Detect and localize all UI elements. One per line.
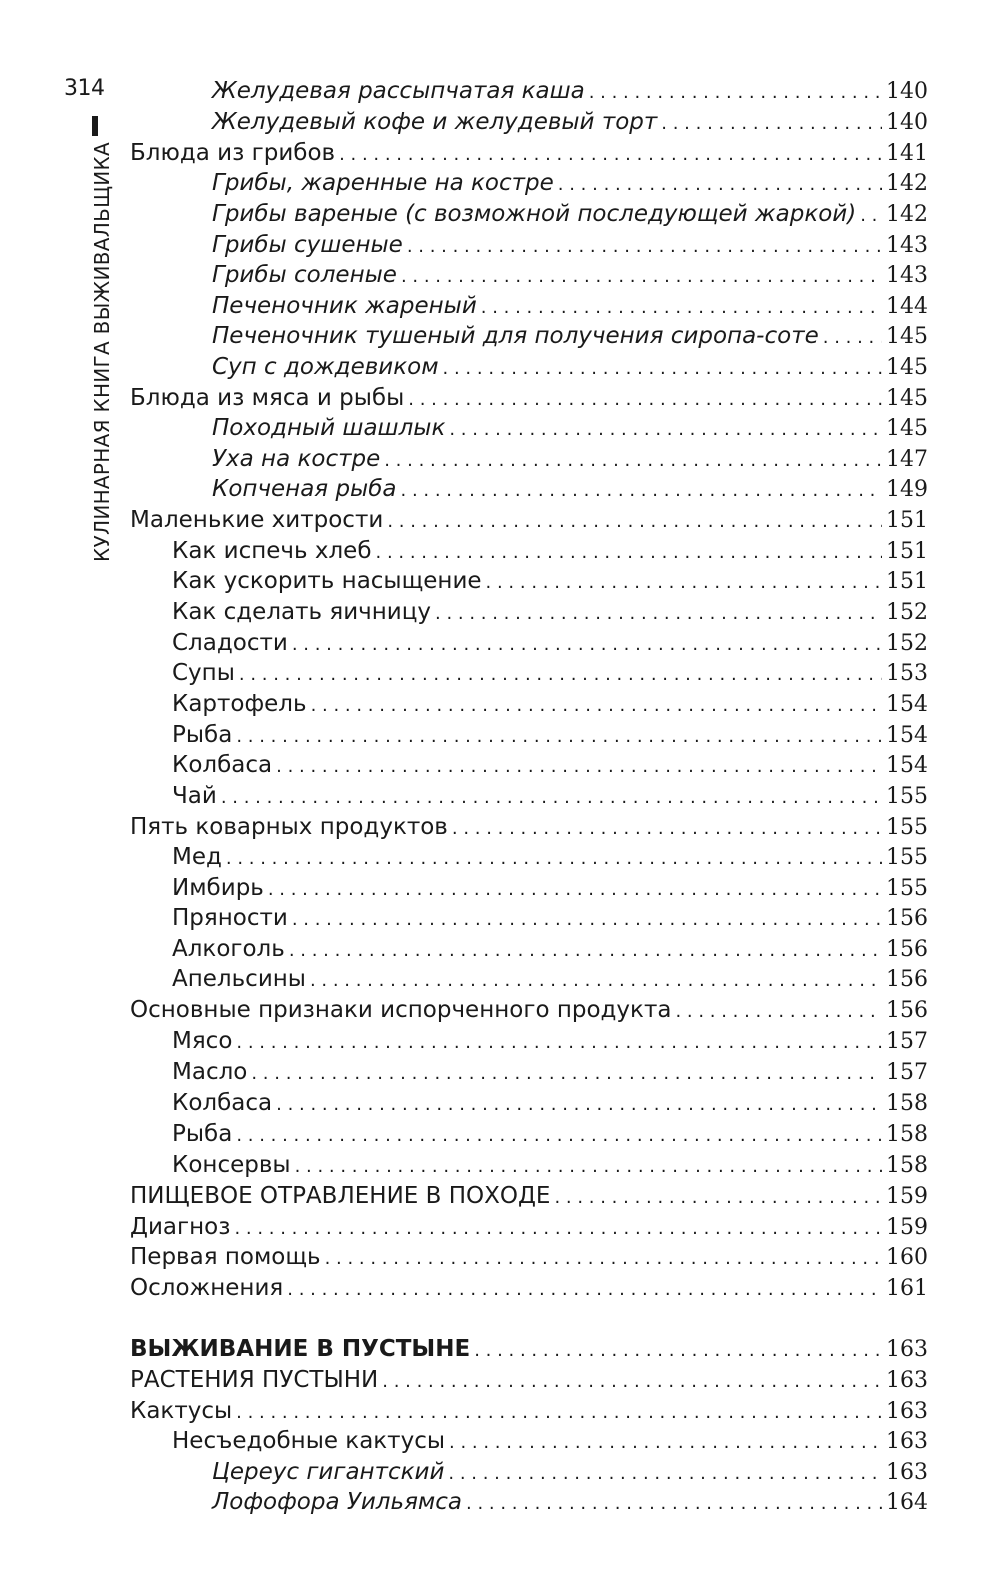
toc-entry[interactable] [130,383,928,415]
toc-entry[interactable] [172,1119,928,1151]
toc-entry-label: Походный шашлык [212,415,446,441]
leader-dots [661,109,882,139]
leader-dots [823,323,882,353]
toc-entry-page: 155 [886,815,928,840]
toc-entry-label: Диагноз [130,1214,231,1240]
leader-dots [295,1152,882,1182]
toc-entry[interactable] [212,352,928,384]
toc-entry-label: Грибы сушеные [212,232,403,258]
leader-dots [408,385,882,415]
toc-entry[interactable] [212,1487,928,1519]
toc-entry[interactable] [212,321,928,353]
leader-dots [435,599,882,629]
toc-entry-label: Пряности [172,905,288,931]
toc-entry[interactable] [130,812,928,844]
toc-entry-label: Копченая рыба [212,476,397,502]
leader-dots [239,660,882,690]
toc-entry-page: 154 [886,753,928,778]
toc-entry-page: 144 [886,294,928,319]
leader-dots [486,568,882,598]
toc-entry-page: 158 [886,1091,928,1116]
toc-entry-label: Супы [172,660,235,686]
toc-entry-label: Мед [172,844,222,870]
toc-entry-page: 163 [886,1460,928,1485]
toc-entry-page: 156 [886,998,928,1023]
toc-entry-page: 152 [886,600,928,625]
leader-dots [236,1121,882,1151]
leader-dots [554,1183,882,1213]
leader-dots [276,752,882,782]
leader-dots [292,905,882,935]
toc-entry-page: 143 [886,233,928,258]
toc-entry[interactable] [130,1181,928,1213]
toc-entry[interactable] [130,1396,928,1428]
toc-entry-label: Блюда из мяса и рыбы [130,385,405,411]
leader-dots [268,875,882,905]
leader-dots [589,78,882,108]
toc-entry-page: 151 [886,508,928,533]
toc-entry-label: ПИЩЕВОЕ ОТРАВЛЕНИЕ В ПОХОДЕ [130,1183,551,1209]
leader-dots [558,170,882,200]
running-title: КУЛИНАРНАЯ КНИГА ВЫЖИВАЛЬЩИКА [90,141,114,562]
toc-entry[interactable] [172,873,928,905]
toc-entry-label: Печеночник тушеный для получения сиропа-соте [212,323,819,349]
leader-dots [276,1090,882,1120]
toc-entry-page: 161 [886,1276,928,1301]
toc-entry[interactable] [172,566,928,598]
toc-entry[interactable] [172,536,928,568]
toc-entry-label: Как ускорить насыщение [172,568,482,594]
toc-entry-label: Желудевый кофе и желудевый торт [212,109,658,135]
toc-entry[interactable] [212,199,928,231]
toc-entry[interactable] [172,689,928,721]
toc-entry-label: Мясо [172,1028,233,1054]
toc-entry[interactable] [212,474,928,506]
toc-entry[interactable] [172,597,928,629]
toc-entry[interactable] [212,444,928,476]
toc-entry-page: 156 [886,937,928,962]
toc-entry[interactable] [172,750,928,782]
leader-dots [236,722,882,752]
toc-entry[interactable] [212,107,928,139]
toc-entry-label: Грибы вареные (с возможной последующей жаркой) [212,201,857,227]
toc-entry-page: 157 [886,1060,928,1085]
leader-dots [401,476,883,506]
toc-entry-page: 145 [886,355,928,380]
toc-entry-page: 163 [886,1337,928,1362]
leader-dots [401,262,882,292]
toc-entry-label: ВЫЖИВАНИЕ В ПУСТЫНЕ [130,1336,471,1362]
toc-entry[interactable] [172,658,928,690]
toc-entry-label: Осложнения [130,1275,284,1301]
toc-entry-label: Как сделать яичницу [172,599,432,625]
toc-entry-page: 158 [886,1153,928,1178]
toc-entry-label: Чай [172,783,217,809]
toc-entry-label: Апельсины [172,966,306,992]
leader-dots [234,1214,882,1244]
toc-entry-label: Сладости [172,630,288,656]
toc-entry-page: 154 [886,723,928,748]
toc-entry-label: Суп с дождевиком [212,354,439,380]
toc-entry-page: 151 [886,569,928,594]
toc-entry[interactable] [172,964,928,996]
toc-entry-page: 147 [886,447,928,472]
toc-entry-label: Основные признаки испорченного продукта [130,997,672,1023]
toc-entry-page: 160 [886,1245,928,1270]
leader-dots [481,293,882,323]
leader-dots [221,783,882,813]
toc-entry-label: Лофофора Уильямса [212,1489,462,1515]
toc-entry-label: Консервы [172,1152,291,1178]
leader-dots [289,936,882,966]
toc-entry[interactable] [212,168,928,200]
toc-entry-label: Пять коварных продуктов [130,814,448,840]
toc-entry-page: 159 [886,1215,928,1240]
toc-entry-label: Несъедобные кактусы [172,1428,446,1454]
toc-entry[interactable] [130,1273,928,1305]
leader-dots [448,1459,882,1489]
leader-dots [675,997,882,1027]
leader-dots [860,201,882,231]
toc-entry[interactable] [172,1057,928,1089]
toc-entry[interactable] [172,781,928,813]
toc-entry[interactable] [172,1150,928,1182]
leader-dots [382,1367,882,1397]
toc-entry-page: 156 [886,967,928,992]
toc-entry-page: 164 [886,1490,928,1515]
toc-entry[interactable] [130,505,928,537]
toc-entry[interactable] [130,1365,928,1397]
toc-entry[interactable] [130,1242,928,1274]
toc-entry[interactable] [130,1212,928,1244]
leader-dots [310,966,882,996]
toc-entry-label: Маленькие хитрости [130,507,384,533]
toc-entry-label: Уха на костре [212,446,381,472]
toc-entry[interactable] [172,1026,928,1058]
toc-entry[interactable] [130,995,928,1027]
toc-entry[interactable] [172,720,928,752]
leader-dots [376,538,882,568]
toc-entry-label: Грибы соленые [212,262,397,288]
leader-dots [292,630,882,660]
toc-entry[interactable] [212,291,928,323]
toc-entry-page: 163 [886,1429,928,1454]
toc-entry-page: 159 [886,1184,928,1209]
toc-entry[interactable] [212,230,928,262]
leader-dots [449,1428,882,1458]
toc-entry-label: Колбаса [172,1090,273,1116]
toc-entry[interactable] [172,1088,928,1120]
toc-entry-label: Колбаса [172,752,273,778]
toc-entry-page: 155 [886,876,928,901]
toc-entry-page: 154 [886,692,928,717]
toc-entry-label: Как испечь хлеб [172,538,372,564]
toc-entry[interactable] [212,413,928,445]
toc-entry[interactable] [172,628,928,660]
toc-entry[interactable] [172,903,928,935]
toc-entry[interactable] [212,260,928,292]
toc-entry-page: 140 [886,79,928,104]
toc-entry-page: 157 [886,1029,928,1054]
leader-dots [384,446,882,476]
toc-entry-label: Печеночник жареный [212,293,477,319]
leader-dots [407,232,882,262]
leader-dots [452,814,882,844]
leader-dots [226,844,882,874]
toc-entry-label: Цереус гигантский [212,1459,445,1485]
toc-entry-page: 155 [886,845,928,870]
toc-entry-label: Рыба [172,1121,233,1147]
toc-entry-page: 141 [886,141,928,166]
toc-entry-label: РАСТЕНИЯ ПУСТЫНИ [130,1367,379,1393]
toc-entry-label: Масло [172,1059,248,1085]
toc-entry[interactable] [172,1426,928,1458]
toc-entry-label: Алкоголь [172,936,285,962]
leader-dots [443,354,882,384]
leader-dots [287,1275,882,1305]
leader-dots [474,1336,882,1366]
toc-entry-label: Грибы, жаренные на костре [212,170,554,196]
toc-entry-page: 156 [886,906,928,931]
leader-dots [236,1028,882,1058]
toc-entry-page: 142 [886,202,928,227]
toc-entry-page: 140 [886,110,928,135]
toc-entry-page: 155 [886,784,928,809]
toc-entry-page: 151 [886,539,928,564]
toc-entry[interactable] [212,76,928,108]
toc-entry-page: 158 [886,1122,928,1147]
leader-dots [236,1398,882,1428]
toc-entry-page: 163 [886,1368,928,1393]
toc-entry-label: Блюда из грибов [130,140,336,166]
page-number: 314 [64,76,105,101]
toc-entry-page: 145 [886,386,928,411]
toc-entry-page: 153 [886,661,928,686]
toc-entry-page: 145 [886,416,928,441]
toc-entry-label: Кактусы [130,1398,233,1424]
leader-dots [449,415,882,445]
toc-entry-page: 149 [886,477,928,502]
toc-entry-label: Имбирь [172,875,264,901]
toc-entry-label: Желудевая рассыпчатая каша [212,78,585,104]
toc-entry[interactable] [172,842,928,874]
leader-dots [466,1489,882,1519]
leader-dots [251,1059,882,1089]
toc-entry[interactable] [172,934,928,966]
toc-entry-page: 142 [886,171,928,196]
leader-dots [311,691,882,721]
toc-entry-page: 163 [886,1399,928,1424]
toc-entry[interactable] [130,1334,928,1366]
toc-entry-page: 152 [886,631,928,656]
toc-entry-label: Рыба [172,722,233,748]
toc-entry-page: 143 [886,263,928,288]
toc-entry-label: Картофель [172,691,307,717]
toc-entry[interactable] [212,1457,928,1489]
leader-dots [339,140,882,170]
toc-entry-page: 145 [886,324,928,349]
toc-entry-label: Первая помощь [130,1244,321,1270]
leader-dots [325,1244,882,1274]
leader-dots [387,507,882,537]
toc-entry[interactable] [130,138,928,170]
